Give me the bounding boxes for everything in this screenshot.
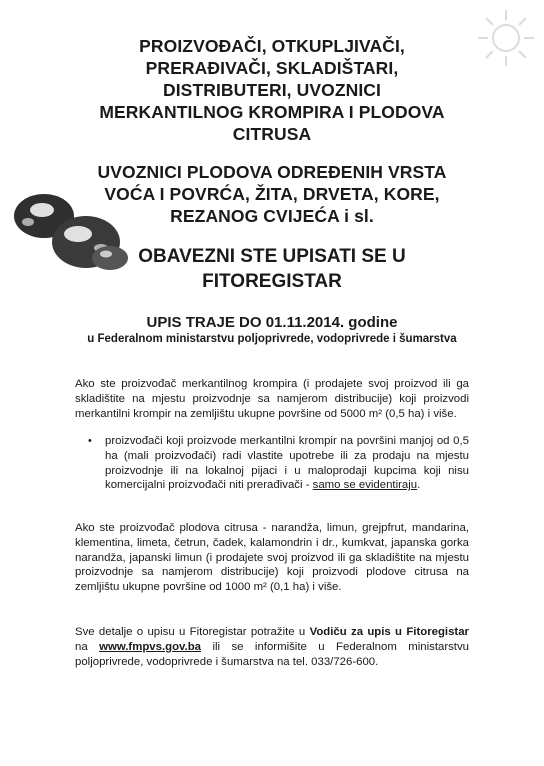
bullet-dot-icon: • [88,435,92,447]
paragraph-potatoes: Ako ste proizvođač merkantilnog krompira (i prodajete svoj proizvod ili ga skladištite na mjestu proizvodnje sa namjerom distribucije) koji proizvodi merkantilni krompir na zemljištu ukupne površine od 5000 m² (0,5 ha) i više. [75,378,469,420]
deadline-subtitle: u Federalnom ministarstvu poljoprivrede, vodoprivrede i šumarstva [87,333,457,345]
subheading-line: REZANOG CVIJEĆA i sl. [170,206,374,226]
cta-line: FITOREGISTAR [202,271,342,292]
subheading-line: UVOZNICI PLODOVA ODREĐENIH VRSTA [97,162,447,182]
deadline-block [40,313,504,347]
heading-line: DISTRIBUTERI, UVOZNICI [162,80,382,100]
cta-line: OBAVEZNI STE UPISATI SE U [138,246,406,267]
main-heading [60,35,484,145]
heading-line: PROIZVOĐAČI, OTKUPLJIVAČI, [139,36,405,56]
details-text-2: na [75,640,88,653]
heading-line: PRERAĐIVAČI, SKLADIŠTARI, [145,58,399,78]
heading-line: MERKANTILNOG KROMPIRA I PLODOVA [99,102,445,122]
heading-line: CITRUSA [232,124,312,144]
bullet-end: . [417,479,421,492]
subheading-line: VOĆA I POVRĆA, ŽITA, DRVETA, KORE, [104,184,440,204]
call-to-action [100,244,444,294]
paragraph-details [75,625,469,669]
bullet-main-text: proizvođači koji proizvode merkantilni krompir na površini manjoj od 0,5 ha (mali proizvođači) radi vlastite upotrebe ili za prodaju na mjestu proizvodnje ili na lokalnoj pijaci i u maloprodaji kupcima koji nisu komercijalni proizvođači niti prerađivači - [105,435,469,492]
bullet-text [105,434,469,493]
website-link[interactable]: www.fmpvs.gov.ba [99,640,202,653]
paragraph-citrus: Ako ste proizvođač plodova citrusa - narandža, limun, grejpfrut, mandarina, klementina, limeta, četrun, čadek, kalamondrin i dr., kumkvat, japanska gorka narandža, japanski limun (i prodajete svoj proizvod ili ga skladištite na mjestu proizvodnje sa namjerom distribucije) koji proizvodi plodove citrusa na zemljištu ukupne površine od 1000 m² (0,1 ha) i više. [75,522,469,594]
deadline-title: UPIS TRAJE DO 01.11.2014. godine [146,314,398,331]
details-text-1: Sve detalje o upisu u Fitoregistar potražite u [75,626,306,638]
sub-heading [60,161,484,227]
guide-title: Vodiču za upis u Fitoregistar [309,626,469,638]
details-text-3: ili se informišite u Federalnom ministarstvu poljoprivrede, vodoprivrede i šumarstva na tel. 033/726-600. [75,640,469,668]
bullet-underlined-text: samo se evidentiraju [312,479,418,492]
